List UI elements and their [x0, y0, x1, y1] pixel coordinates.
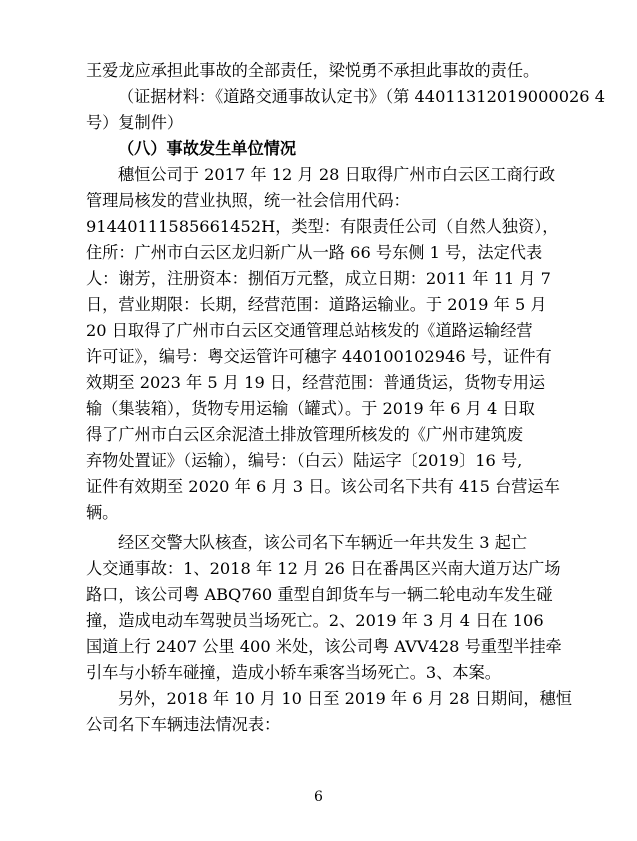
- text-line: 另外，2018 年 10 月 10 日至 2019 年 6 月 28 日期间，穗恒: [118, 689, 572, 708]
- text-line: 国道上行 2407 公里 400 米处，该公司粤 AVV428 号重型半挂牵: [86, 637, 562, 656]
- text-line: 号）复制件）: [86, 113, 184, 132]
- text-line: 许可证》，编号：粤交运管许可穗字 440100102946 号，证件有: [86, 347, 552, 366]
- text-line: 效期至 2023 年 5 月 19 日，经营范围：普通货运，货物专用运: [86, 373, 546, 392]
- text-line: 王爱龙应承担此事故的全部责任，梁悦勇不承担此事故的责任。: [86, 61, 540, 80]
- text-line: 人交通事故：1、2018 年 12 月 26 日在番禺区兴南大道万达广场: [86, 559, 561, 578]
- text-line: 输（集装箱），货物专用运输（罐式）。于 2019 年 6 月 4 日取: [86, 399, 535, 418]
- text-line: 路口，该公司粤 ABQ760 重型自卸货车与一辆二轮电动车发生碰: [86, 585, 553, 604]
- text-line: 证件有效期至 2020 年 6 月 3 日。该公司名下共有 415 台营运车: [86, 477, 560, 496]
- text-line: （证据材料：《道路交通事故认定书》（第 44011312019000026⁠ 4: [118, 87, 606, 106]
- text-line: 91440111585661452H，类型：有限责任公司（自然人独资），: [86, 217, 559, 236]
- text-line: 穗恒公司于 2017 年 12 月 28 日取得广州市白云区工商行政: [118, 165, 556, 184]
- text-line: 公司名下车辆违法情况表：: [86, 715, 281, 734]
- text-line: 20 日取得了广州市白云区交通管理总站核发的《道路运输经营: [86, 321, 533, 340]
- text-line: 经区交警大队核查，该公司名下车辆近一年共发生 3 起亡: [118, 533, 528, 552]
- text-line: 日，营业期限：长期，经营范围：道路运输业。于 2019 年 5 月: [86, 295, 547, 314]
- text-line: 住所：广州市白云区龙归新广从一路 66 号东侧 1 号，法定代表: [86, 243, 543, 262]
- page-number: 6: [314, 789, 323, 805]
- text-line: 得了广州市白云区余泥渣土排放管理所核发的《广州市建筑废: [86, 425, 524, 444]
- text-line: 引车与小轿车碰撞，造成小轿车乘客当场死亡。3、本案。: [86, 663, 501, 682]
- text-line: 辆。: [86, 503, 119, 522]
- section-heading: （八）事故发生单位情况: [118, 139, 297, 158]
- text-line: 管理局核发的营业执照，统一社会信用代码：: [86, 191, 410, 210]
- text-line: 弃物处置证》（运输），编号：（白云）陆运字〔2019〕16 号,: [86, 451, 523, 470]
- text-line: 撞，造成电动车驾驶员当场死亡。2、2019 年 3 月 4 日在 106: [86, 611, 544, 630]
- text-line: 人：谢芳，注册资本：捌佰万元整，成立日期：2011 年 11 月 7: [86, 269, 551, 288]
